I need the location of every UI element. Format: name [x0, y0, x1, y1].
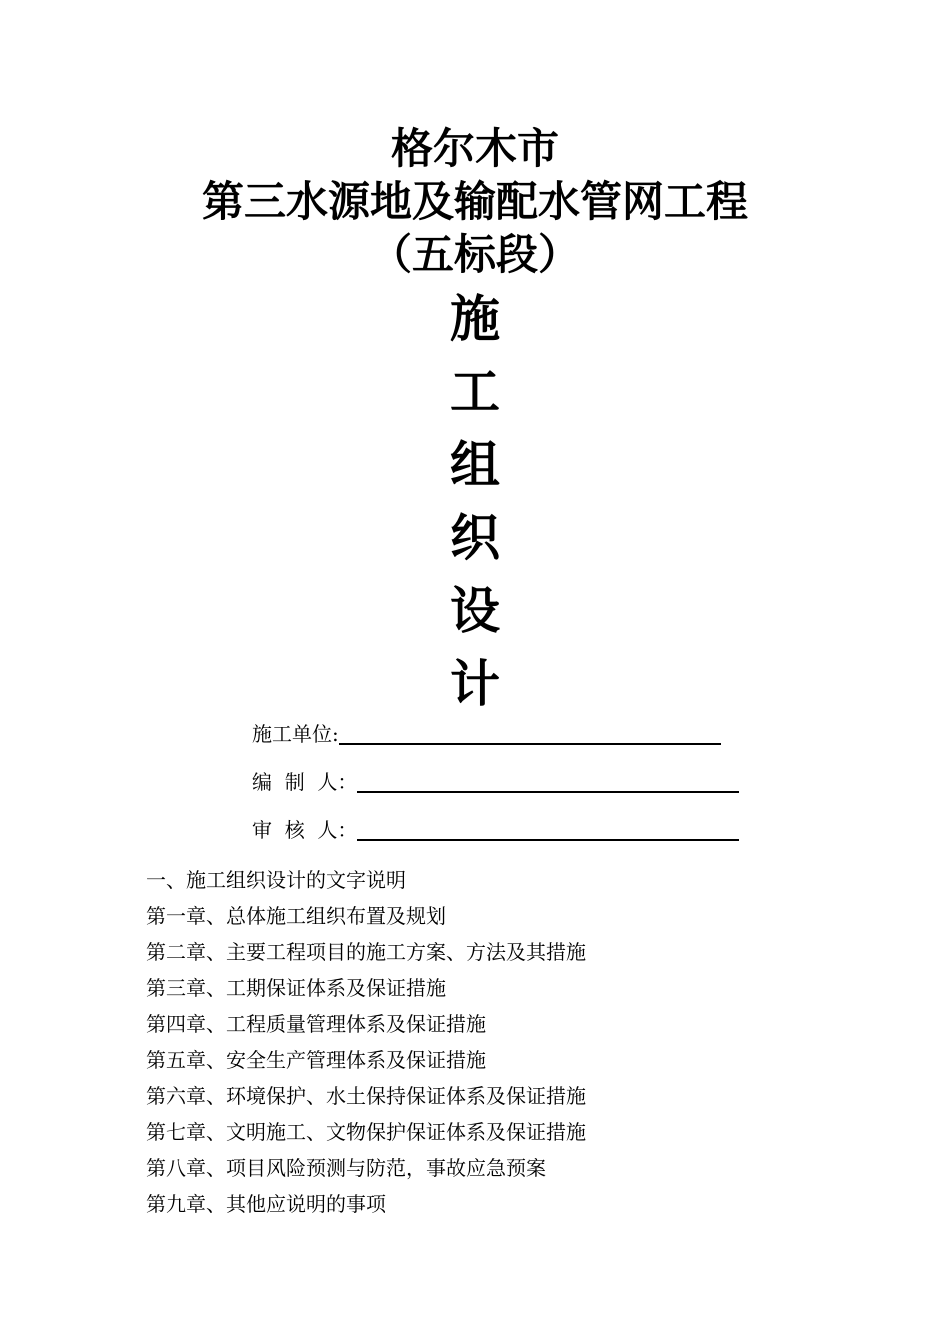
toc-item: 第五章、安全生产管理体系及保证措施 — [146, 1048, 486, 1072]
reviewer-line — [357, 812, 739, 841]
title-project: 第三水源地及输配水管网工程 — [201, 177, 748, 226]
toc-item: 第八章、项目风险预测与防范，事故应急预案 — [146, 1156, 546, 1180]
compiler-label: 编 制 人： — [252, 770, 358, 794]
vertical-title-char: 施 — [450, 289, 500, 348]
vertical-title-char: 设 — [450, 581, 500, 640]
toc-item: 第六章、环境保护、水土保持保证体系及保证措施 — [146, 1084, 586, 1108]
vertical-title-char: 工 — [450, 362, 500, 421]
toc-item: 第七章、文明施工、文物保护保证体系及保证措施 — [146, 1120, 586, 1144]
table-of-contents — [146, 862, 586, 1222]
title-city: 格尔木市 — [390, 124, 559, 173]
vertical-title-char: 计 — [450, 654, 500, 713]
construction-unit-row — [252, 716, 739, 764]
toc-item: 第三章、工期保证体系及保证措施 — [146, 976, 446, 1000]
compiler-line — [357, 764, 739, 793]
toc-item: 第一章、总体施工组织布置及规划 — [146, 904, 446, 928]
vertical-title-char: 组 — [450, 435, 500, 494]
reviewer-label: 审 核 人： — [252, 818, 358, 842]
construction-unit-label: 施工单位: — [252, 722, 339, 746]
compiler-row — [252, 764, 739, 812]
vertical-title — [0, 282, 950, 720]
signature-fields — [252, 716, 739, 860]
document-title — [0, 122, 950, 281]
reviewer-row — [252, 812, 739, 860]
toc-item: 第二章、主要工程项目的施工方案、方法及其措施 — [146, 940, 586, 964]
toc-item: 第九章、其他应说明的事项 — [146, 1192, 386, 1216]
vertical-title-char: 织 — [450, 508, 500, 567]
toc-item: 第四章、工程质量管理体系及保证措施 — [146, 1012, 486, 1036]
construction-unit-line — [339, 716, 721, 745]
toc-item: 一、施工组织设计的文字说明 — [146, 868, 406, 892]
title-section: （五标段） — [369, 230, 580, 279]
